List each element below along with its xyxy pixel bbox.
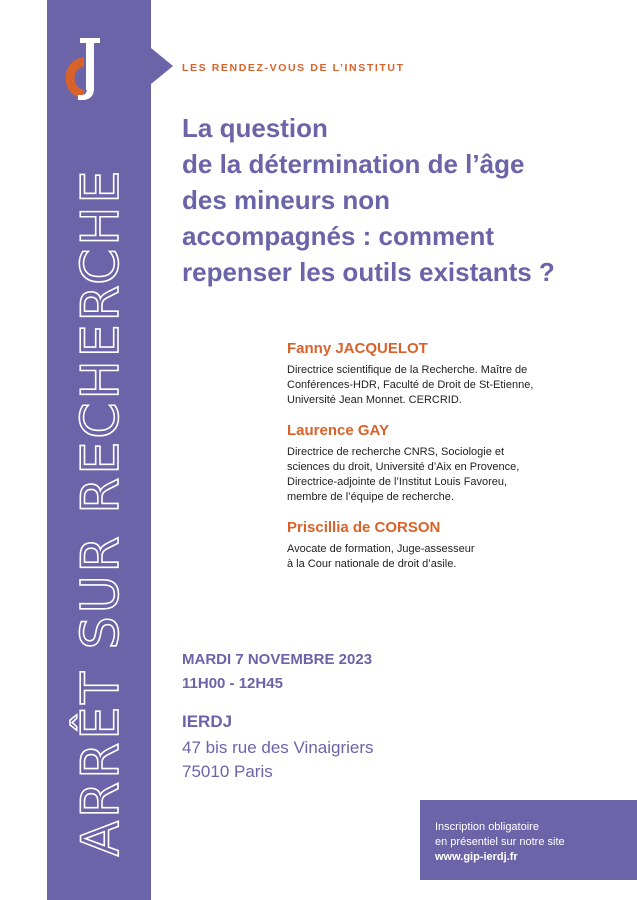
address-line: 47 bis rue des Vinaigriers [182,738,374,757]
speaker-desc-line: Directrice-adjointe de l’Institut Louis Favoreu, [287,476,508,488]
speaker-card [287,340,617,408]
band-arrow-tab [151,48,173,84]
event-date: MARDI 7 NOVEMBRE 2023 [182,651,373,668]
speaker-desc-line: sciences du droit, Université d’Aix en Provence, [287,461,520,473]
speaker-name: Priscillia de CORSON [287,519,441,536]
speaker-name: Fanny JACQUELOT [287,340,428,357]
title-line: des mineurs non [182,185,391,215]
registration-text: Inscription obligatoire [435,821,539,833]
speakers-list [287,340,617,586]
event-title [182,110,555,290]
event-datetime [182,648,372,696]
speaker-desc-line: Avocate de formation, Juge-assesseur [287,543,475,555]
speaker-desc-line: Conférences-HDR, Faculté de Droit de St-Etienne, [287,379,534,391]
website-link[interactable]: www.gip-ierdj.fr [435,851,518,863]
event-time: 11H00 - 12H45 [182,675,283,692]
venue-name: IERDJ [182,712,233,731]
speaker-card [287,422,617,505]
registration-text: en présentiel sur notre site [435,836,565,848]
title-line: de la détermination de l’âge [182,149,525,179]
speaker-desc-line: à la Cour nationale de droit d’asile. [287,558,457,570]
speaker-desc-line: Université Jean Monnet. CERCRID. [287,394,462,406]
speaker-description [287,445,617,505]
venue-address [182,736,374,784]
speaker-desc-line: membre de l’équipe de recherche. [287,491,454,503]
speaker-card [287,519,617,572]
vertical-series-title: ARRÊT SUR RECHERCHE [71,167,131,857]
speaker-desc-line: Directrice de recherche CNRS, Sociologie et [287,446,505,458]
title-line: accompagnés : comment [182,221,495,251]
speaker-description [287,542,617,572]
series-label: LES RENDEZ-VOUS DE L’INSTITUT [182,62,405,74]
registration-box [420,800,637,880]
title-line: La question [182,113,328,143]
ierdj-logo-icon [58,32,114,104]
address-line: 75010 Paris [182,762,273,781]
speaker-name: Laurence GAY [287,422,389,439]
speaker-description [287,363,617,408]
title-line: repenser les outils existants ? [182,257,555,287]
speaker-desc-line: Directrice scientifique de la Recherche. Maître de [287,364,528,376]
